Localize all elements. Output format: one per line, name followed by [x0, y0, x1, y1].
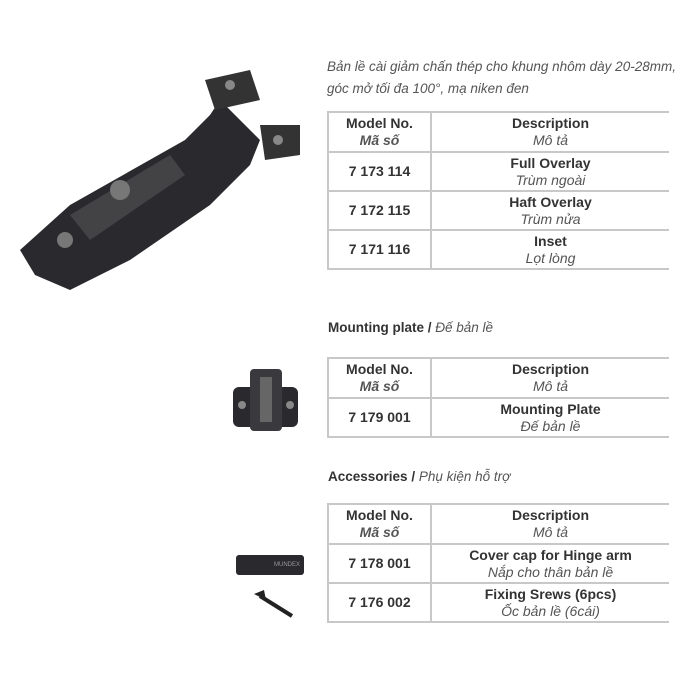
text: Full Overlay: [510, 154, 591, 171]
table-row: [328, 398, 669, 437]
table-cell: [431, 191, 669, 230]
text: Cover cap for Hinge arm: [469, 546, 632, 563]
text: Đế bản lề: [435, 320, 494, 335]
text: Description: [511, 115, 589, 131]
text: Mã số: [359, 132, 400, 148]
table-cell: [328, 504, 431, 544]
table-cell: [431, 230, 669, 269]
table-cell: [328, 112, 431, 152]
table-cell: [431, 112, 669, 152]
text: Description: [511, 507, 589, 523]
table-row: [328, 544, 669, 583]
table-header: [328, 504, 669, 544]
table-cell: 7 172 115: [328, 191, 431, 230]
hinge-table: [327, 111, 669, 270]
table-cell: [431, 398, 669, 437]
table-cell: 7 179 001: [328, 398, 431, 437]
table-cell: [431, 583, 669, 622]
text: Phụ kiện hỗ trợ: [418, 469, 511, 484]
text: Inset: [534, 232, 567, 249]
text: /: [407, 469, 419, 484]
table-cell: [431, 544, 669, 583]
table-cell: [431, 504, 669, 544]
text: Bản lề cài giảm chấn thép cho khung nhôm dày 20-28mm,: [327, 59, 676, 74]
text: Model No.: [346, 361, 413, 377]
mounting-table: [327, 357, 669, 438]
table-header: [328, 358, 669, 398]
mounting-plate-image: [228, 367, 308, 437]
text: Mounting plate: [328, 320, 424, 335]
accessories-heading: [328, 469, 510, 484]
text: góc mở tối đa 100°, mạ niken đen: [327, 81, 529, 96]
text: Mã số: [359, 378, 400, 394]
table-cell: [431, 358, 669, 398]
text: Haft Overlay: [509, 193, 592, 210]
accessories-table: [327, 503, 669, 623]
text: Model No.: [346, 115, 413, 131]
screw-image: [252, 590, 297, 620]
cover-cap-image: MUNDEX: [236, 555, 304, 575]
text: Mô tả: [532, 524, 568, 540]
text: Model No.: [346, 507, 413, 523]
product-description: [327, 56, 700, 100]
text: Fixing Srews (6pcs): [484, 585, 617, 602]
text: Mô tả: [532, 378, 568, 394]
text: Ốc bản lề (6cái): [501, 602, 600, 619]
text: Accessories: [328, 469, 408, 484]
table-row: [328, 583, 669, 622]
text: Nắp cho thân bản lề: [487, 563, 614, 580]
table-cell: 7 171 116: [328, 230, 431, 269]
table-row: [328, 152, 669, 191]
table-cell: 7 173 114: [328, 152, 431, 191]
text: Trùm ngoài: [515, 171, 586, 188]
table-row: [328, 230, 669, 269]
table-cell: 7 176 002: [328, 583, 431, 622]
text: Trùm nửa: [520, 210, 581, 227]
hinge-image: [10, 55, 310, 295]
table-cell: [328, 358, 431, 398]
text: /: [423, 320, 436, 335]
text: Đế bản lề: [520, 417, 581, 434]
table-cell: [431, 152, 669, 191]
text: Mô tả: [532, 132, 568, 148]
table-row: [328, 191, 669, 230]
mounting-plate-heading: [328, 320, 493, 335]
table-header: [328, 112, 669, 152]
text: Mã số: [359, 524, 400, 540]
text: Description: [511, 361, 589, 377]
table-cell: 7 178 001: [328, 544, 431, 583]
text: Mounting Plate: [500, 400, 601, 417]
text: Lọt lòng: [525, 249, 576, 266]
